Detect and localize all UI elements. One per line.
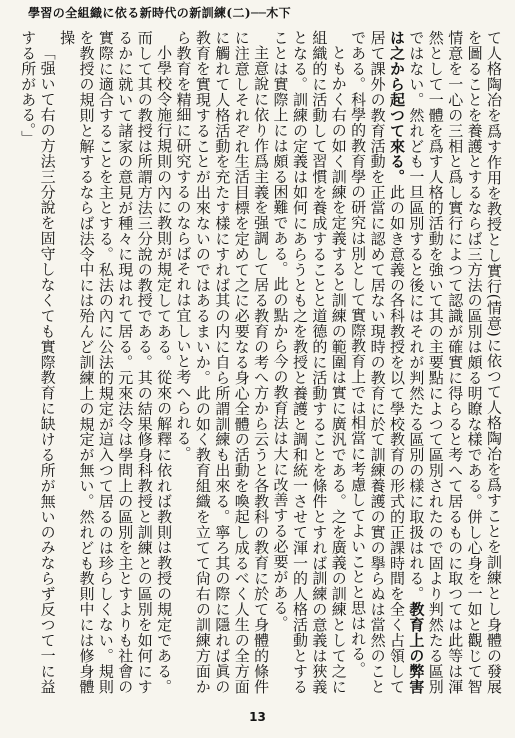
paragraph: [18, 30, 57, 694]
emphasis-text: 教育上の弊害は之から起つて來る。: [387, 30, 426, 694]
running-title: 學習の全組織に依る新時代の新訓練(二)──木下: [28, 6, 292, 20]
paragraph-text: 小學校令施行規則の內に教則が規定してある。從來の解釋に依れば教則は教授の規定である。而して其の教授は所謂方法三分說の教授である。其の結果修身科教授と訓練との區別を如何にするかに就いて諸家の意見が種々に現はれて居る。元來法令は學問上の區別を主とすよりも社會の實際に適合することを主とする。私法の內に公法的規定が這入つて居るのは珍らしくない。規則を教授の規則と解するならば法令中には殆んど訓練上の規定が無い。然れども教則中には修身體操: [58, 30, 174, 694]
paragraph-text: 此の如き意義の各科教授を以て學校教育の形式的正課時間を全く占領して居て課外の教育活動を正當に認めて居ない現時の教育に於て訓練養護の實の擧らぬは當然のことである。科學的教育學の研究は別として實際教育上では相當に考慮してよいことと思はれる。: [349, 30, 406, 695]
paragraph-text: 主意說に依り作爲主義を强調して居る教育の考へ方から云うと各教科の教育に於て身體的條件に注意しそれぞれ生活目標を定めて之に必要なる身心全體の活動を喚起し成るべく人生の全方面に觸れて人格活動を充たす樣にすれば其の内に自ら所謂訓練も出來る。寧ろ其の際に隱れば眞の教育を實現することが出來ないのではあるまいか。此の如く教育組織を立てて尙右の訓練方面から教育を精細に研究するのならばそれは宜しいと考へられる。: [174, 30, 271, 694]
paragraph-text: て人格陶冶を爲す作用を教授とし實行(情意)に依つて人格陶冶を爲すことを訓練とし身體の發展を圖ることを養護とするならば三方法の區別は頗る明瞭な樣である。併し心身を一如と觀じて智情意を一心の三相と爲し實行によつて認識が確實に得らると考へて居るものに取つては此等は渾然として一體を爲す人格的活動を強いて其の主要點によつて區別されたので固より判然たる區別ではない。然れども一旦區別すると後にはそれが判然たる區別の樣に取扱はれる。: [407, 30, 503, 694]
paragraph: [348, 30, 503, 694]
paragraph: [270, 30, 348, 694]
paragraph: [57, 30, 173, 694]
paragraph-text: ともかく右の如く訓練を定義すると訓練の範圍は實に廣汎である。之を廣義の訓練として之に組織的に活動して習慣を養成することと道德的に活動することを條件とすれば訓練の意義は狹義となる。訓練の定義は如何にあらうとも之を教授と養護と調和統一させて渾一的人格活動とすることは實際上には頗る困難である。此の點から今の教育法は大に改善する必要がある。: [271, 30, 348, 694]
page-number: 13: [249, 710, 266, 724]
paragraph-text: 「强いて右の方法三分說を固守しなくても實際教育に缺ける所が無いのみならず反つて一に益する所がある。」: [19, 30, 57, 694]
body-text: [19, 30, 503, 695]
paragraph: [173, 30, 270, 694]
